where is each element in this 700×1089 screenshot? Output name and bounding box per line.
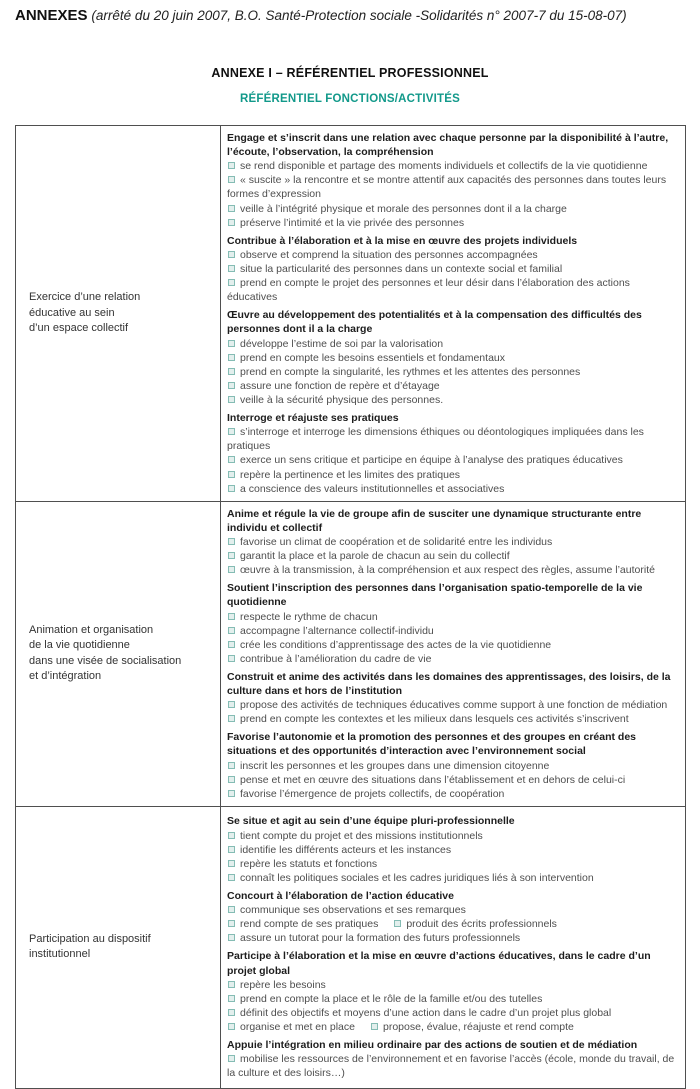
activity-item: [227, 638, 677, 652]
square-bullet-icon: [228, 265, 235, 272]
activity-group: [227, 581, 677, 666]
activity-item: [227, 202, 677, 216]
activity-group-header: Construit et anime des activités dans les domaines des apprentissages, des loisirs, de la culture dans et hors de l’institution: [227, 670, 671, 698]
activity-item-text: veille à l’intégrité physique et morale des personnes dont il a la charge: [240, 202, 567, 215]
activity-group-header: Interroge et réajuste ses pratiques: [227, 412, 399, 425]
activity-item-text: œuvre à la transmission, à la compréhension et aux respect des règles, assume l’autorité: [240, 564, 655, 577]
activity-item-text: contribue à l’amélioration du cadre de vie: [240, 652, 432, 665]
activity-group-header: Soutient l’inscription des personnes dans l’organisation spatio-temporelle de la vie quotidienne: [227, 582, 643, 609]
function-label-line: dans une visée de socialisation: [29, 654, 182, 667]
square-bullet-icon: [228, 776, 235, 783]
activity-group-header: Concourt à l’élaboration de l’action éducative: [227, 889, 454, 902]
square-bullet-icon: [228, 251, 235, 258]
activity-item: [227, 624, 677, 638]
square-bullet-icon: [228, 485, 235, 492]
activity-group-header: Se situe et agit au sein d’une équipe pluri-professionnelle: [227, 815, 515, 828]
square-bullet-icon: [228, 279, 235, 286]
activity-item-text: organise et met en place: [240, 1020, 355, 1033]
square-bullet-icon: [228, 701, 235, 708]
square-bullet-icon: [228, 1023, 235, 1030]
activities-cell: [221, 126, 686, 502]
activity-item: [227, 365, 677, 379]
activity-item-text: rend compte de ses pratiques: [240, 918, 379, 931]
activity-item-text: prend en compte les contextes et les milieux dans lesquels ces activités s’inscrivent: [240, 713, 629, 726]
square-bullet-icon: [228, 340, 235, 347]
function-cell: [16, 501, 221, 806]
activity-item: [227, 759, 677, 773]
square-bullet-icon: [228, 428, 235, 435]
activity-item: [227, 857, 677, 871]
referential-subtitle: RÉFÉRENTIEL FONCTIONS/ACTIVITÉS: [239, 93, 461, 105]
activity-item-text: a conscience des valeurs institutionnelles et associatives: [240, 482, 505, 495]
activity-item-text: favorise un climat de coopération et de solidarité entre les individus: [240, 535, 553, 548]
table-row: [16, 806, 686, 1088]
activity-item: [227, 1006, 677, 1020]
activity-item: [227, 453, 677, 467]
activity-group: [227, 889, 677, 945]
activity-group-header: Appuie l’intégration en milieu ordinaire par des actions de soutien et de médiation: [227, 1039, 638, 1052]
activity-item-text: prend en compte les besoins essentiels et fondamentaux: [240, 351, 505, 364]
function-label-line: éducative au sein: [29, 306, 115, 319]
activity-item-text: prend en compte la singularité, les rythmes et les attentes des personnes: [240, 365, 581, 378]
activity-item: [227, 843, 677, 857]
square-bullet-icon: [228, 205, 235, 212]
activity-item: [227, 393, 677, 407]
square-bullet-icon: [228, 641, 235, 648]
activity-item: [227, 248, 677, 262]
activity-item-text: repère les statuts et fonctions: [240, 857, 378, 870]
square-bullet-icon: [228, 874, 235, 881]
activity-item: [227, 379, 677, 393]
referential-table-body: [16, 126, 686, 1089]
square-bullet-icon: [228, 790, 235, 797]
activity-item: [227, 787, 677, 801]
activities-cell: [221, 806, 686, 1088]
square-bullet-icon: [394, 920, 401, 927]
square-bullet-icon: [228, 471, 235, 478]
function-cell: [16, 806, 221, 1088]
square-bullet-icon: [228, 613, 235, 620]
square-bullet-icon: [228, 456, 235, 463]
activity-group-header: Engage et s’inscrit dans une relation avec chaque personne par la disponibilité à l’autre, l’écoute, l’observation, la compréhension: [227, 132, 669, 159]
activity-item-text: prend en compte le projet des personnes et leur désir dans l’élaboration des actions éducatives: [227, 277, 630, 304]
activity-item-text: propose, évalue, réajuste et rend compte: [383, 1020, 574, 1033]
function-label-line: et d’intégration: [29, 670, 102, 683]
activity-item-text: assure un tutorat pour la formation des futurs professionnels: [240, 932, 521, 945]
activity-group: [227, 131, 677, 230]
activity-item-text: repère les besoins: [240, 978, 326, 991]
activity-item-text: veille à la sécurité physique des personnes.: [240, 393, 444, 406]
square-bullet-icon: [228, 162, 235, 169]
square-bullet-icon: [228, 219, 235, 226]
activity-group-header: Favorise l’autonomie et la promotion des personnes et des groupes en créant des situations et des opportunités d’interaction avec l’environnement social: [227, 731, 637, 758]
activity-item-text: développe l’estime de soi par la valorisation: [240, 337, 444, 350]
square-bullet-icon: [228, 715, 235, 722]
activity-item: [227, 425, 677, 453]
activity-item: [227, 712, 677, 726]
activity-item-text: produit des écrits professionnels: [406, 918, 557, 931]
function-label-line: d’un espace collectif: [29, 322, 129, 335]
activity-group-header: Œuvre au développement des potentialités et à la compensation des difficultés des personnes dont il a la charge: [227, 309, 642, 336]
activity-item: [227, 978, 677, 992]
square-bullet-icon: [228, 368, 235, 375]
function-cell: [16, 126, 221, 502]
function-label-line: Participation au dispositif: [29, 933, 151, 946]
activity-item-text: se rend disponible et partage des moments individuels et collectifs de la vie quotidienne: [240, 160, 648, 173]
activity-group: [227, 730, 677, 801]
activity-group-header: Contribue à l’élaboration et à la mise en œuvre des projets individuels: [227, 234, 578, 247]
square-bullet-icon: [228, 655, 235, 662]
activity-group: [227, 814, 677, 885]
activity-item: [227, 549, 677, 563]
square-bullet-icon: [228, 934, 235, 941]
activity-item-text: observe et comprend la situation des personnes accompagnées: [240, 248, 538, 261]
activity-group-header: Anime et régule la vie de groupe afin de susciter une dynamique structurante entre individu et collectif: [227, 507, 642, 534]
square-bullet-icon: [228, 846, 235, 853]
square-bullet-icon: [228, 538, 235, 545]
square-bullet-icon: [228, 1009, 235, 1016]
function-label-line: Exercice d’une relation: [29, 291, 141, 304]
activity-item-text: repère la pertinence et les limites des pratiques: [240, 468, 461, 481]
activity-item: [227, 535, 677, 549]
activity-item: [227, 173, 677, 201]
annexes-detail: (arrêté du 20 juin 2007, B.O. Santé-Protection sociale -Solidarités n° 2007-7 du 15-08-07): [91, 8, 627, 23]
activity-group: [227, 949, 677, 1034]
square-bullet-icon: [228, 396, 235, 403]
activity-item-text: inscrit les personnes et les groupes dans une dimension citoyenne: [240, 759, 550, 772]
activity-group: [227, 670, 677, 726]
square-bullet-icon: [228, 354, 235, 361]
square-bullet-icon: [228, 981, 235, 988]
activity-item: [227, 903, 677, 917]
activity-item-text: « suscite » la rencontre et se montre attentif aux capacités des personnes dans toutes leurs formes d’expression: [227, 174, 667, 201]
activity-item-text: crée les conditions d’apprentissage des actes de la vie quotidienne: [240, 638, 552, 651]
activity-item: [227, 563, 677, 577]
activity-item: [227, 216, 677, 230]
activity-group-header: Participe à l’élaboration et la mise en œuvre d’actions éducatives, dans le cadre d’un projet global: [227, 950, 651, 977]
square-bullet-icon: [228, 906, 235, 913]
square-bullet-icon: [228, 762, 235, 769]
annexe-title: ANNEXE I – RÉFÉRENTIEL PROFESSIONNEL: [211, 66, 489, 80]
activity-item-text: connaît les politiques sociales et les cadres juridiques liés à son intervention: [240, 871, 594, 884]
annexes-label: ANNEXES: [15, 7, 88, 24]
activities-cell: [221, 501, 686, 806]
activity-item: [227, 698, 677, 712]
activity-item: [227, 610, 677, 624]
activity-group: [227, 507, 677, 578]
function-label-line: Animation et organisation: [29, 624, 154, 637]
activity-item-text: respecte le rythme de chacun: [240, 610, 378, 623]
activity-item-text: communique ses observations et ses remarques: [240, 904, 466, 917]
square-bullet-icon: [228, 920, 235, 927]
square-bullet-icon: [228, 832, 235, 839]
activity-item: [227, 159, 677, 173]
square-bullet-icon: [228, 860, 235, 867]
square-bullet-icon: [228, 566, 235, 573]
table-row: [16, 501, 686, 806]
activity-item-text: s’interroge et interroge les dimensions éthiques ou déontologiques impliquées dans les pratiques: [227, 426, 644, 453]
activity-item-text: propose des activités de techniques éducatives comme support à une fonction de médiation: [240, 699, 668, 712]
referential-table: [15, 125, 686, 1089]
activity-item-text: prend en compte la place et le rôle de la famille et/ou des tutelles: [240, 992, 543, 1005]
activity-item: [227, 931, 677, 945]
activity-item: [227, 262, 677, 276]
activity-item-text: assure une fonction de repère et d’étayage: [240, 379, 440, 392]
activity-item-text: préserve l’intimité et la vie privée des personnes: [240, 216, 465, 229]
square-bullet-icon: [228, 1055, 235, 1062]
activity-item: [227, 871, 677, 885]
activity-item-text: définit des objectifs et moyens d’une action dans le cadre d’un projet plus global: [240, 1006, 612, 1019]
square-bullet-icon: [228, 552, 235, 559]
square-bullet-icon: [228, 627, 235, 634]
square-bullet-icon: [228, 176, 235, 183]
activity-group: [227, 411, 677, 496]
activity-item-text: accompagne l’alternance collectif-individu: [240, 624, 434, 637]
activity-item: [227, 1052, 677, 1080]
activity-item-text: garantit la place et la parole de chacun au sein du collectif: [240, 550, 510, 563]
activity-item: [227, 468, 677, 482]
activity-item-text: situe la particularité des personnes dans un contexte social et familial: [240, 262, 563, 275]
activity-item: [227, 351, 677, 365]
activity-item-text: favorise l’émergence de projets collectifs, de coopération: [240, 787, 505, 800]
activity-group: [227, 1038, 677, 1080]
activity-item-text: tient compte du projet et des missions institutionnels: [240, 829, 483, 842]
activity-group: [227, 308, 677, 407]
activity-item: [227, 829, 677, 843]
activity-item: [227, 652, 677, 666]
function-label-line: de la vie quotidienne: [29, 639, 130, 652]
activity-item-text: pense et met en œuvre des situations dans l’établissement et en dehors de celui-ci: [240, 773, 626, 786]
table-row: [16, 126, 686, 502]
activity-item: [227, 482, 677, 496]
activity-item: [227, 917, 677, 931]
activity-item-text: identifie les différents acteurs et les instances: [240, 843, 452, 856]
square-bullet-icon: [228, 995, 235, 1002]
square-bullet-icon: [228, 382, 235, 389]
activity-item: [227, 992, 677, 1006]
activity-item-text: exerce un sens critique et participe en équipe à l’analyse des pratiques éducatives: [240, 454, 623, 467]
activity-group: [227, 234, 677, 305]
activity-item: [227, 276, 677, 304]
function-label-line: institutionnel: [29, 948, 91, 961]
activity-item: [227, 773, 677, 787]
activity-item: [227, 337, 677, 351]
document-header: [15, 7, 690, 24]
square-bullet-icon: [371, 1023, 378, 1030]
activity-item-text: mobilise les ressources de l’environnement et en favorise l’accès (école, monde du travail, de la culture et des loisirs…): [227, 1053, 675, 1080]
